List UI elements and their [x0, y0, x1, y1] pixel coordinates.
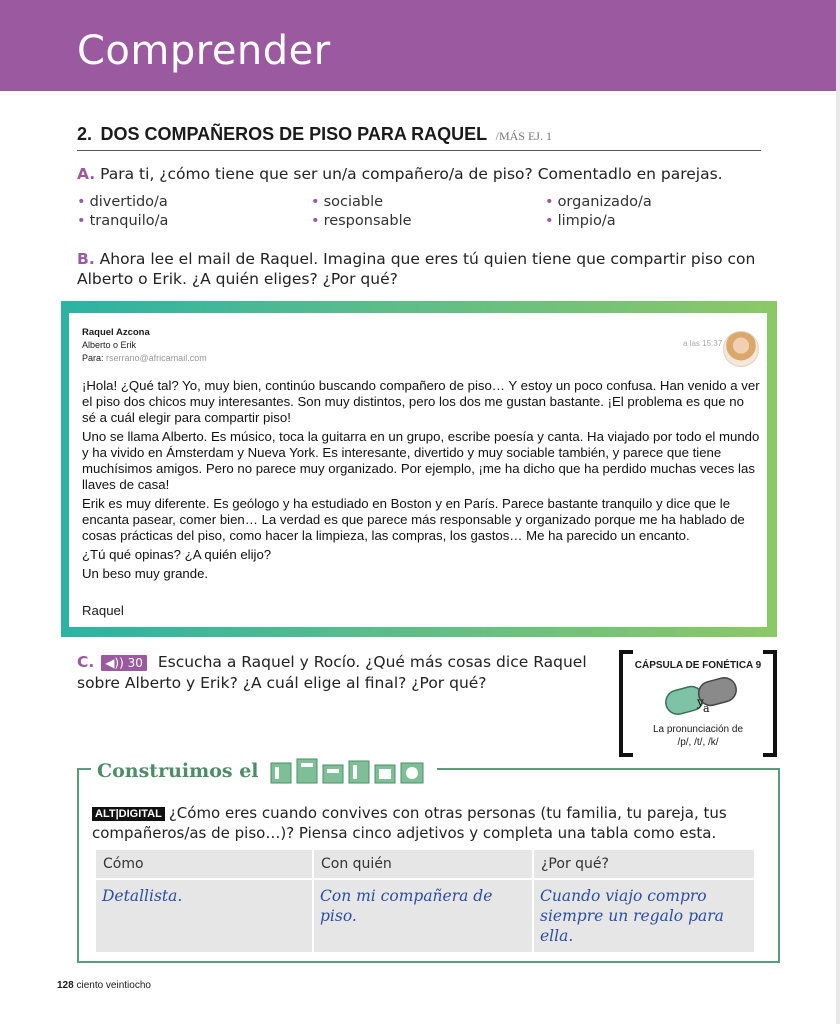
email-body — [82, 378, 760, 585]
page-footer — [57, 980, 151, 991]
email-card — [69, 313, 767, 627]
capsule-subtitle: La pronunciación de — [652, 724, 744, 735]
task-b-line2: Alberto o Erik. ¿A quién eliges? ¿Por qué? — [77, 270, 398, 288]
email-address: rserrano@africamail.com — [106, 353, 207, 363]
audio-track-button[interactable]: ◀)) 30 — [101, 655, 147, 671]
adjective-item: • sociable — [311, 194, 384, 210]
lexico-heading — [91, 753, 437, 783]
task-a — [77, 164, 723, 184]
lexico-instruction: ALT|DIGITAL ¿Cómo eres cuando convives con otras personas (tu familia, tu pareja, tus — [92, 804, 727, 822]
lexico-box — [77, 760, 780, 963]
phonetics-capsule[interactable] — [619, 650, 777, 757]
avatar — [723, 331, 759, 367]
adjective-item: • divertido/a — [77, 194, 168, 210]
lexico-title: Construimos el — [97, 760, 259, 782]
task-c-line2: sobre Alberto y Erik? ¿A cuál elige al final? ¿Por qué? — [77, 674, 487, 692]
chapter-title: Comprender — [77, 28, 331, 74]
page-edge — [836, 0, 840, 1024]
task-b-letter: B. — [77, 250, 95, 268]
column-header: ¿Por qué? — [534, 850, 754, 878]
page-number-words: ciento veintiocho — [76, 980, 151, 991]
column-header: Cómo — [96, 850, 312, 878]
table-cell: Detallista. — [96, 880, 312, 952]
task-c-line1: Escucha a Raquel y Rocío. ¿Qué más cosas dice Raquel — [157, 653, 587, 671]
email-paragraph: Un beso muy grande. — [82, 566, 209, 581]
table-cell: Cuando viajo compro siempre un regalo para ella. — [534, 880, 754, 952]
task-b — [77, 249, 755, 269]
email-time: a las 15:37 — [683, 339, 723, 348]
email-sender: Raquel Azcona — [82, 327, 150, 338]
task-c — [77, 653, 587, 671]
email-paragraph: Erik es muy diferente. Es geólogo y ha estudiado en Boston y en París. Parece bastante tranquilo y dice que le encanta pasear, comer bien… La verdad es que parece más responsable y organizado porque me ha hablado de cosas prácticas del piso, como hacer la limpieza, las compras, los gastos… Me ha parecido un encanto. — [82, 496, 745, 543]
adjective-item: • tranquilo/a — [77, 213, 169, 229]
email-paragraph: ¿Tú qué opinas? ¿A quién elijo? — [82, 547, 272, 562]
speaker-icon: ◀)) — [105, 656, 124, 670]
task-a-text: Para ti, ¿cómo tiene que ser un/a compañero/a de piso? Comentadlo en parejas. — [100, 165, 723, 183]
chapter-header — [0, 0, 836, 91]
alt-digital-badge: ALT|DIGITAL — [92, 807, 165, 821]
capsule-title: CÁPSULA DE FONÉTICA 9 — [634, 660, 762, 671]
email-frame — [61, 301, 777, 637]
svg-text:y: y — [697, 695, 704, 709]
task-b-line1: Ahora lee el mail de Raquel. Imagina que eres tú quien tiene que compartir piso con — [99, 250, 756, 268]
adjective-item: • limpio/a — [545, 213, 616, 229]
section-reference: /MÁS EJ. 1 — [495, 129, 552, 143]
capsule-phonemes: /p/, /t/, /k/ — [677, 737, 719, 748]
email-recipient: Para: rserrano@africamail.com — [82, 353, 207, 363]
section-number: 2. — [77, 124, 93, 144]
task-a-letter: A. — [77, 165, 96, 183]
email-subject: Alberto o Erik — [82, 340, 137, 350]
column-header: Con quién — [314, 850, 532, 878]
table-row — [96, 880, 754, 952]
page-number: 128 — [57, 980, 74, 991]
adjective-item: • responsable — [311, 213, 412, 229]
task-c-letter: C. — [77, 653, 95, 671]
email-paragraph: Uno se llama Alberto. Es músico, toca la guitarra en un grupo, escribe poesía y canta. Ha viajado por todo el mundo y ha vivido en Ámsterdam y Nueva York. Es interesante, divertido y muy sociable también, y parece que tiene muchísimos amigos. Pero no parece muy organizado. Por ejemplo, ¡me ha dicho que ha perdido muchas veces las llaves de casa! — [82, 429, 760, 492]
email-paragraph: ¡Hola! ¿Qué tal? Yo, muy bien, continúo buscando compañero de piso… Y estoy un poco confusa. Han venido a ver el piso dos chicos muy interesantes. Son muy distintos, pero los dos me gustan bastante. ¡El problema es que no sé a cuál elegir para compartir piso! — [82, 378, 760, 425]
email-signature: Raquel — [82, 603, 124, 618]
adjective-item: • organizado/a — [545, 194, 652, 210]
table-cell: Con mi compañera de piso. — [314, 880, 532, 952]
section-heading — [77, 124, 761, 151]
adjective-table — [94, 848, 756, 954]
section-title: DOS COMPAÑEROS DE PISO PARA RAQUEL — [100, 124, 488, 144]
lexico-blocks-logo — [269, 753, 431, 789]
pill-icon — [661, 676, 741, 716]
svg-text:a: a — [703, 702, 710, 715]
lexico-instruction-line2: compañeros/as de piso…)? Piensa cinco adjetivos y completa una tabla como esta. — [92, 824, 717, 842]
